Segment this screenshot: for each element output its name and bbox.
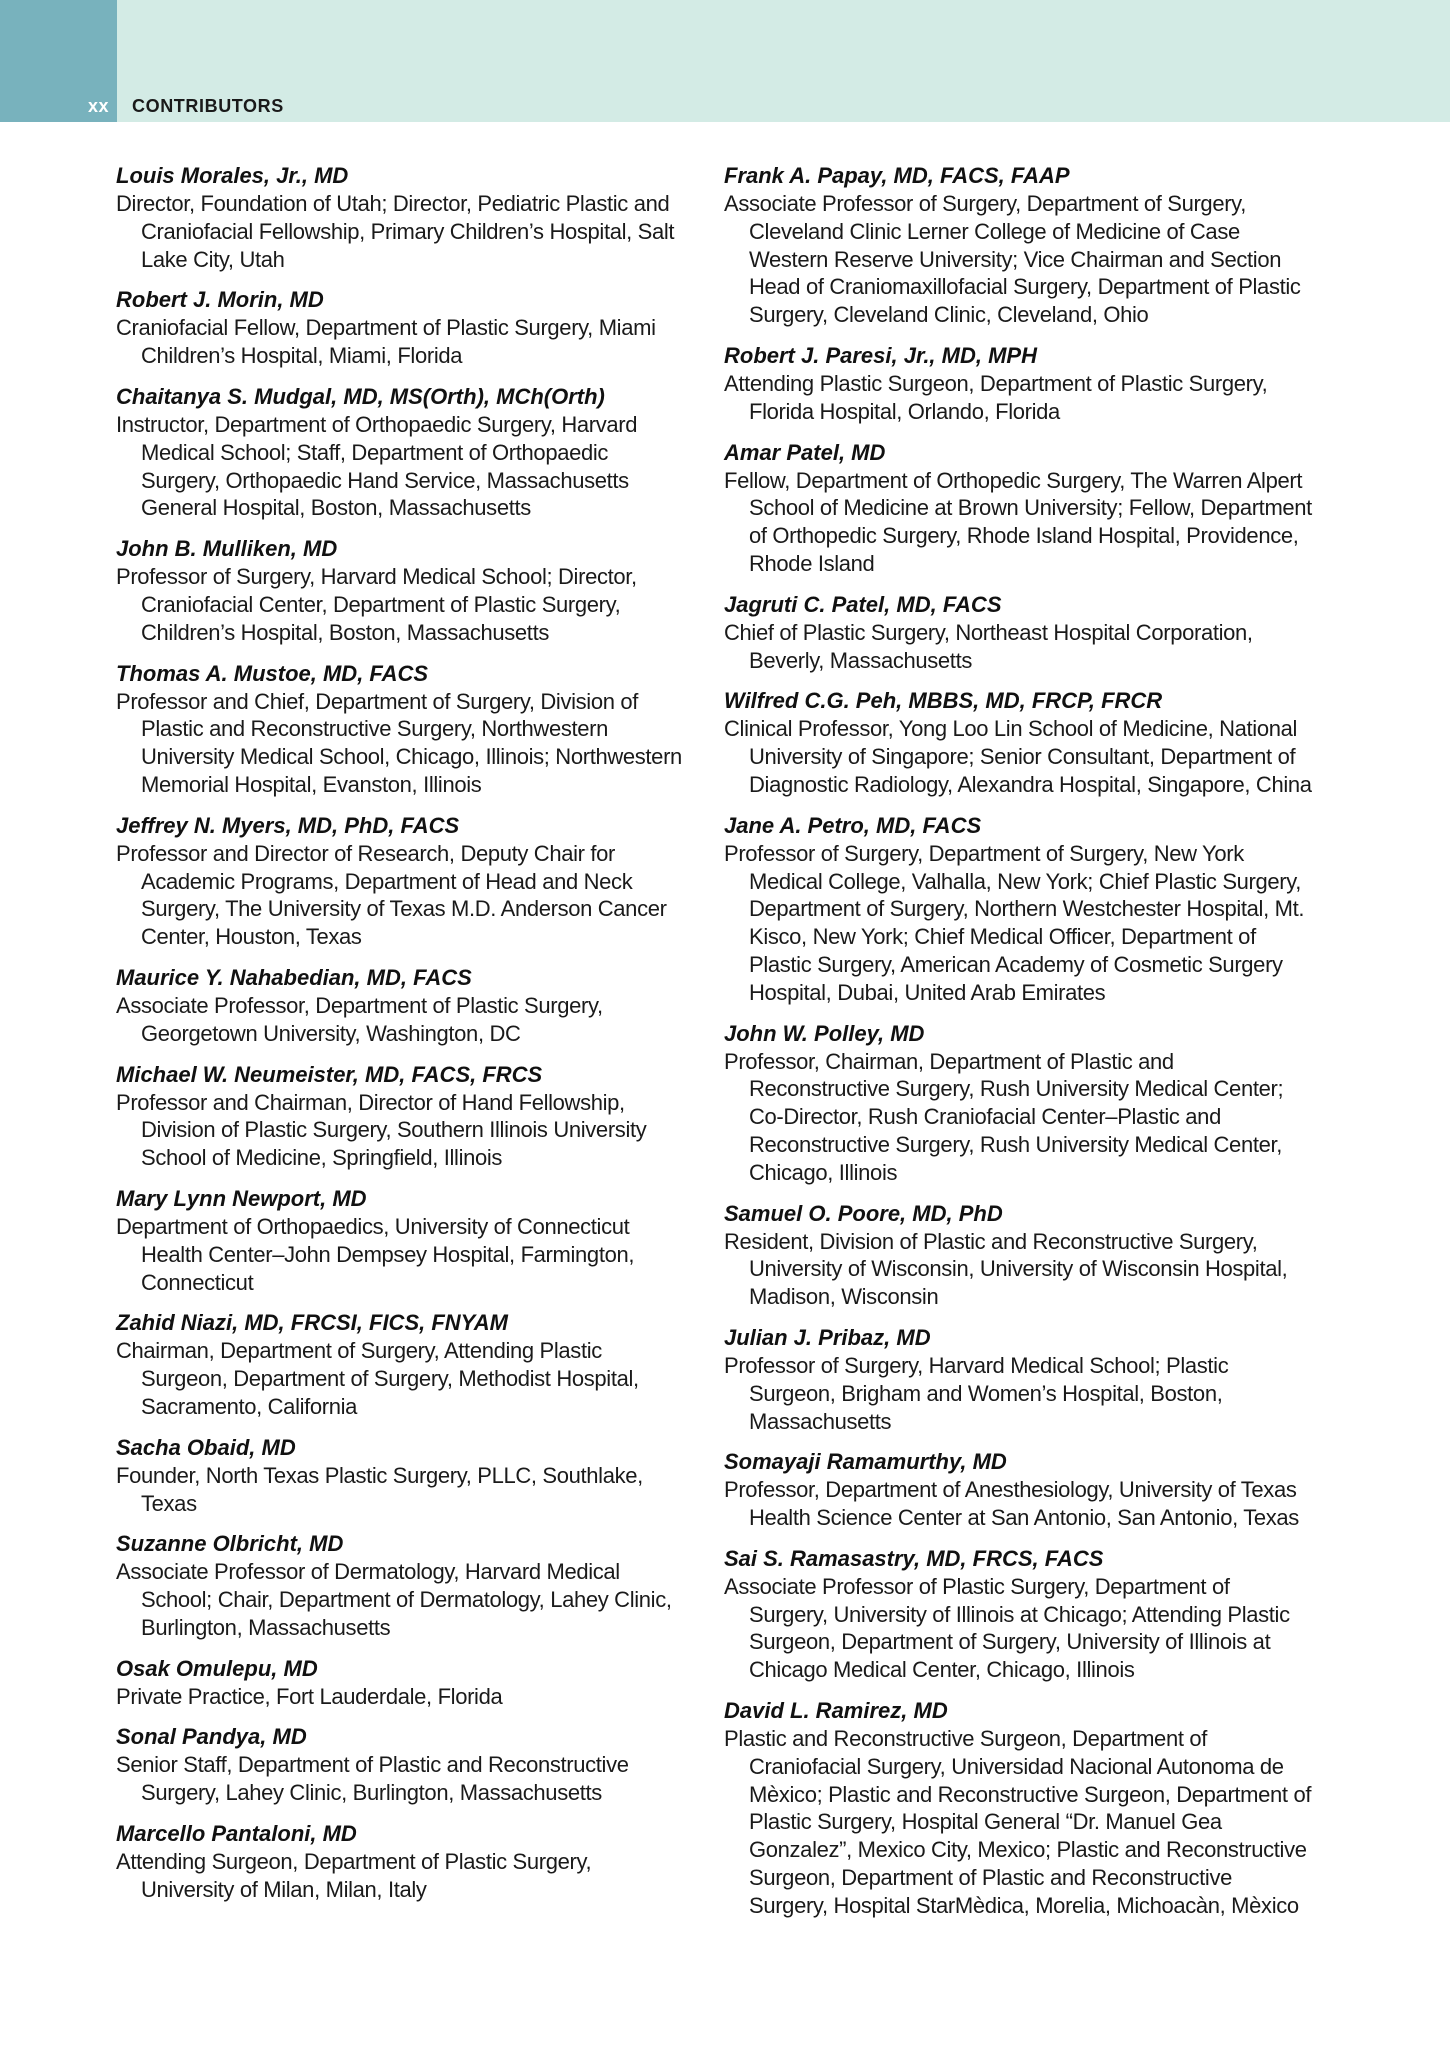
contributor-affiliation: Professor of Surgery, Department of Surgery, New York Medical College, Valhalla, New York; Chief Plastic Surgery, Department of Surgery, Northern Westchester Hospital, Mt. Kisco, New York; Chief Medical Officer, Department of Plastic Surgery, American Academy of Cosmetic Surgery Hospital, Dubai, United Arab Emirates [724,840,1305,1005]
contributor-entry [724,1324,1314,1435]
contributor-entry [116,1655,686,1711]
contributor-name: John B. Mulliken, MD [116,536,338,562]
contributor-entry [116,1434,686,1518]
right-column [724,162,1314,1933]
contributor-entry [116,535,686,646]
contributor-affiliation: Professor, Chairman, Department of Plastic and Reconstructive Surgery, Rush University Medical Center; Co-Director, Rush Craniofacial Center–Plastic and Reconstructive Surgery, Rush University Medical Center, Chicago, Illinois [724,1048,1284,1185]
contributor-entry [724,342,1314,426]
contributor-name: Zahid Niazi, MD, FRCSI, FICS, FNYAM [116,1310,508,1336]
contributor-affiliation: Attending Surgeon, Department of Plastic Surgery, University of Milan, Milan, Italy [116,1849,592,1902]
contributor-affiliation: Associate Professor of Dermatology, Harvard Medical School; Chair, Department of Dermatology, Lahey Clinic, Burlington, Massachusetts [116,1559,672,1640]
contributor-affiliation: Senior Staff, Department of Plastic and Reconstructive Surgery, Lahey Clinic, Burlington, Massachusetts [116,1752,629,1806]
contributor-entry [116,162,686,273]
contributor-name: Julian J. Pribaz, MD [724,1324,931,1350]
contributor-name: Mary Lynn Newport, MD [116,1185,367,1211]
contributor-entry [724,591,1314,675]
contributor-entry [116,1530,686,1641]
contributor-entry [724,1200,1314,1311]
contributor-affiliation: Associate Professor of Surgery, Department of Surgery, Cleveland Clinic Lerner College of Medicine of Case Western Reserve University; Vice Chairman and Section Head of Craniomaxillofacial Surgery, Department of Plastic Surgery, Cleveland Clinic, Cleveland, Ohio [724,191,1301,328]
contributor-affiliation: Private Practice, Fort Lauderdale, Florida [116,1683,503,1709]
contributor-name: Samuel O. Poore, MD, PhD [724,1200,1003,1226]
contributor-entry [116,812,686,951]
contributor-name: Amar Patel, MD [724,439,886,465]
contributor-name: Thomas A. Mustoe, MD, FACS [116,660,429,686]
contributor-entry [116,1820,686,1904]
contributor-name: Michael W. Neumeister, MD, FACS, FRCS [116,1061,543,1087]
contributor-entry [724,812,1314,1007]
contributor-affiliation: Plastic and Reconstructive Surgeon, Department of Craniofacial Surgery, Universidad Nacional Autonoma de Mèxico; Plastic and Reconstructive Surgeon, Department of Plastic Surgery, Hospital General “Dr. Manuel Gea Gonzalez”, Mexico City, Mexico; Plastic and Reconstructive Surgeon, Department of Plastic and Reconstructive Surgery, Hospital StarMèdica, Morelia, Michoacàn, Mèxico [724,1726,1312,1918]
contributor-name: Marcello Pantaloni, MD [116,1821,357,1847]
contributor-name: David L. Ramirez, MD [724,1698,948,1724]
contributor-name: Chaitanya S. Mudgal, MD, MS(Orth), MCh(Orth) [116,383,605,409]
contributor-entry [116,286,686,370]
contributor-name: Wilfred C.G. Peh, MBBS, MD, FRCP, FRCR [724,688,1163,714]
contributor-entry [116,1061,686,1172]
contributor-affiliation: Instructor, Department of Orthopaedic Surgery, Harvard Medical School; Staff, Department of Orthopaedic Surgery, Orthopaedic Hand Service, Massachusetts General Hospital, Boston, Massachusetts [116,411,638,521]
contributor-entry [116,1185,686,1296]
contributor-entry [724,1545,1314,1684]
contributor-entry [116,1309,686,1420]
contributor-affiliation: Professor and Chief, Department of Surgery, Division of Plastic and Reconstructive Surgery, Northwestern University Medical School, Chicago, Illinois; Northwestern Memorial Hospital, Evanston, Illinois [116,688,682,797]
contributor-name: Frank A. Papay, MD, FACS, FAAP [724,163,1070,188]
contributor-name: Suzanne Olbricht, MD [116,1531,344,1557]
contributor-name: Jane A. Petro, MD, FACS [724,812,982,838]
contributor-affiliation: Professor of Surgery, Harvard Medical School; Plastic Surgeon, Brigham and Women’s Hospital, Boston, Massachusetts [724,1352,1229,1434]
contributor-affiliation: Professor of Surgery, Harvard Medical School; Director, Craniofacial Center, Department of Plastic Surgery, Children’s Hospital, Boston, Massachusetts [116,564,637,645]
contributor-affiliation: Chairman, Department of Surgery, Attending Plastic Surgeon, Department of Surgery, Methodist Hospital, Sacramento, California [116,1338,639,1419]
contributor-name: Sai S. Ramasastry, MD, FRCS, FACS [724,1545,1104,1571]
contributor-affiliation: Fellow, Department of Orthopedic Surgery, The Warren Alpert School of Medicine at Brown University; Fellow, Department of Orthopedic Surgery, Rhode Island Hospital, Providence, Rhode Island [724,467,1312,576]
contributor-name: Maurice Y. Nahabedian, MD, FACS [116,964,472,990]
contributor-affiliation: Department of Orthopaedics, University of Connecticut Health Center–John Dempsey Hospital, Farmington, Connecticut [116,1213,635,1295]
contributor-affiliation: Attending Plastic Surgeon, Department of Plastic Surgery, Florida Hospital, Orlando, Florida [724,370,1268,424]
contributor-name: Sacha Obaid, MD [116,1434,296,1460]
left-column [116,162,686,1917]
contributor-name: Robert J. Morin, MD [116,287,324,313]
contributor-entry [724,1697,1314,1920]
contributor-affiliation: Professor and Chairman, Director of Hand Fellowship, Division of Plastic Surgery, Southern Illinois University School of Medicine, Springfield, Illinois [116,1089,647,1171]
contributor-affiliation: Professor and Director of Research, Deputy Chair for Academic Programs, Department of Head and Neck Surgery, The University of Texas M.D. Anderson Cancer Center, Houston, Texas [116,840,667,950]
contributor-name: Louis Morales, Jr., MD [116,163,349,188]
contributor-affiliation: Chief of Plastic Surgery, Northeast Hospital Corporation, Beverly, Massachusetts [724,619,1253,673]
contributor-entry [116,660,686,799]
contributor-entry [724,1020,1314,1187]
contributor-affiliation: Founder, North Texas Plastic Surgery, PLLC, Southlake, Texas [116,1462,643,1516]
contributor-affiliation: Professor, Department of Anesthesiology, University of Texas Health Science Center at San Antonio, San Antonio, Texas [724,1477,1299,1531]
contributor-entry [116,964,686,1048]
contributor-name: Robert J. Paresi, Jr., MD, MPH [724,342,1037,368]
contributor-entry [724,439,1314,578]
contributor-affiliation: Associate Professor, Department of Plastic Surgery, Georgetown University, Washington, DC [116,992,603,1046]
contributor-entry [724,162,1314,329]
contributor-affiliation: Craniofacial Fellow, Department of Plastic Surgery, Miami Children’s Hospital, Miami, Florida [116,315,656,369]
contributor-affiliation: Director, Foundation of Utah; Director, Pediatric Plastic and Craniofacial Fellowship, Primary Children’s Hospital, Salt Lake City, Utah [116,191,675,272]
contributor-affiliation: Associate Professor of Plastic Surgery, Department of Surgery, University of Illinois at Chicago; Attending Plastic Surgeon, Department of Surgery, University of Illinois at Chicago Medical Center, Chicago, Illinois [724,1573,1290,1683]
contributor-entry [724,1448,1314,1532]
page-number: xx [88,96,110,116]
contributor-name: Jeffrey N. Myers, MD, PhD, FACS [116,812,460,838]
contributor-affiliation: Resident, Division of Plastic and Reconstructive Surgery, University of Wisconsin, University of Wisconsin Hospital, Madison, Wisconsin [724,1228,1288,1310]
contributor-affiliation: Clinical Professor, Yong Loo Lin School of Medicine, National University of Singapore; Senior Consultant, Department of Diagnostic Radiology, Alexandra Hospital, Singapore, China [724,716,1312,797]
contributor-entry [116,1723,686,1807]
contributor-entry [724,687,1314,798]
contributor-name: Jagruti C. Patel, MD, FACS [724,591,1002,617]
contributor-name: Sonal Pandya, MD [116,1724,307,1750]
running-head: CONTRIBUTORS [132,96,284,116]
contributor-name: Osak Omulepu, MD [116,1655,318,1681]
contributor-entry [116,383,686,522]
contributor-name: John W. Polley, MD [724,1020,925,1046]
contributor-name: Somayaji Ramamurthy, MD [724,1449,1007,1475]
